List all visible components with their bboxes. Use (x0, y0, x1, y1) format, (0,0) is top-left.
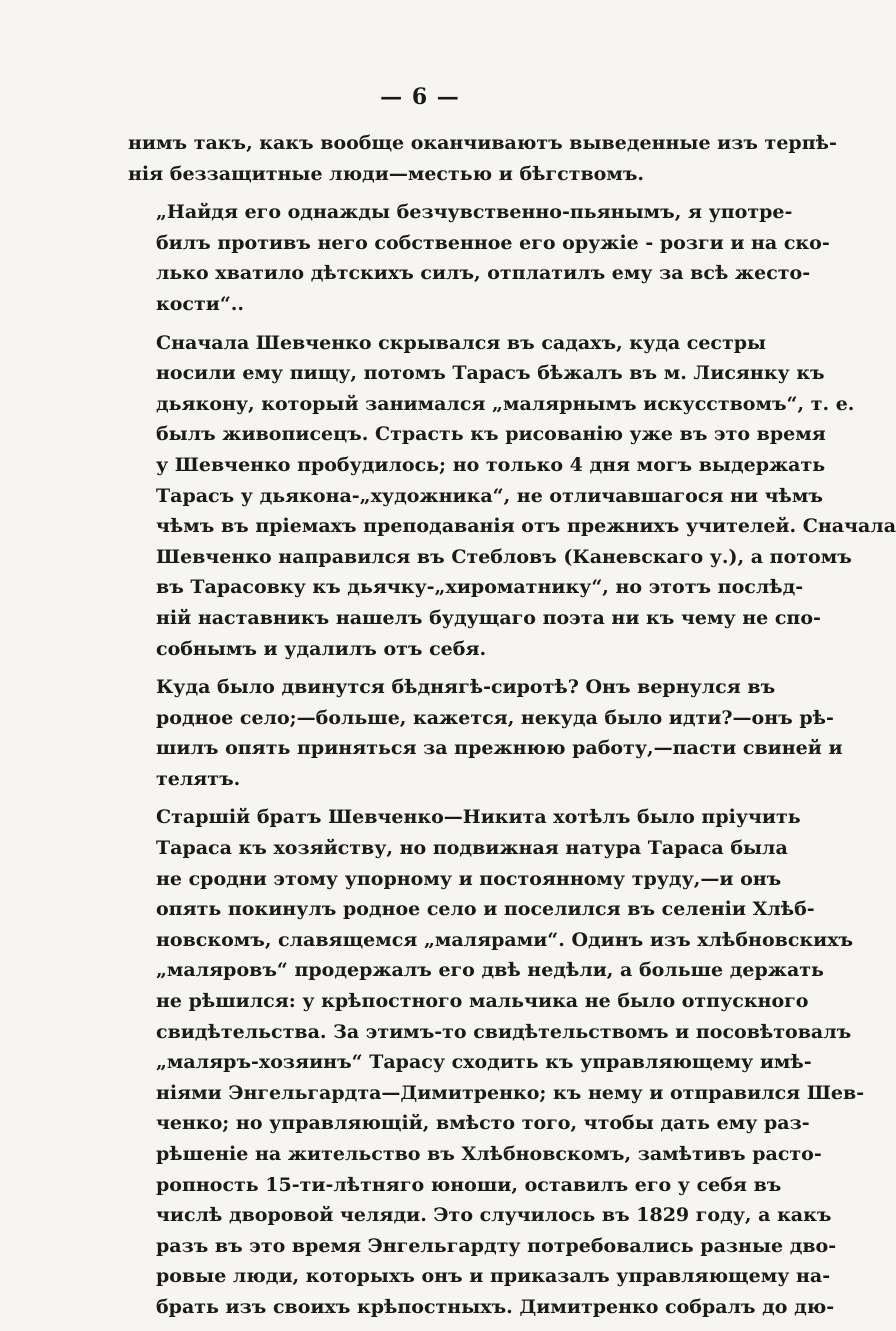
paragraph-1 (128, 128, 837, 189)
text-line: разъ въ это время Энгельгардту потребовались разные дво- (156, 1234, 837, 1257)
text-line: собнымъ и удалилъ отъ себя. (156, 637, 487, 660)
text-line: ній наставникъ нашелъ будущаго поэта ни къ чему не спо- (156, 606, 821, 629)
text-line: не рѣшился: у крѣпостного мальчика не было отпускного (156, 990, 809, 1013)
paragraph-4 (128, 672, 843, 794)
text-line: былъ живописецъ. Страсть къ рисованію уже въ это время (156, 423, 826, 446)
text-line: „Найдя его однажды безчувственно-пьянымъ, я употре- (156, 201, 793, 224)
text-line: новскомъ, славящемся „малярами“. Одинъ изъ хлѣбновскихъ (156, 928, 854, 951)
text-line: кости“.. (156, 292, 244, 315)
text-line: Сначала Шевченко скрывался въ садахъ, куда сестры (156, 331, 767, 354)
body-text (128, 128, 896, 1331)
text-line: Тарасъ у дьякона-„художника“, не отличавшагося ни чѣмъ (156, 484, 823, 507)
text-line: Куда было двинутся бѣднягѣ-сиротѣ? Онъ вернулся въ (156, 676, 776, 699)
text-line: числѣ дворовой челяди. Это случилось въ 1829 году, а какъ (156, 1204, 832, 1227)
paragraph-5 (128, 802, 865, 1322)
text-line: ровые люди, которыхъ онъ и приказалъ управляющему на- (156, 1265, 831, 1288)
text-line: „маляръ-хозяинъ“ Тарасу сходить къ управляющему имѣ- (156, 1051, 812, 1074)
text-line: чѣмъ въ пріемахъ преподаванія отъ прежнихъ учителей. Сначала (156, 515, 896, 538)
text-line: рѣшеніе на жительство въ Хлѣбновскомъ, замѣтивъ расто- (156, 1143, 822, 1165)
text-line: Шевченко направился въ Стебловъ (Каневскаго у.), а потомъ (156, 545, 852, 568)
text-line: „маляровъ“ продержалъ его двѣ недѣли, а больше держать (156, 959, 824, 982)
text-line: въ Тарасовку къ дьячку-„хироматнику“, но этотъ послѣд- (156, 576, 804, 599)
text-line: носили ему пищу, потомъ Тарасъ бѣжалъ въ м. Лисянку къ (156, 362, 825, 385)
text-line: брать изъ своихъ крѣпостныхъ. Димитренко собралъ до дю- (156, 1295, 835, 1318)
page-number: — 6 — (380, 84, 460, 110)
text-line: не сродни этому упорному и постоянному труду,—и онъ (156, 867, 782, 890)
text-line: ропность 15-ти-лѣтняго юноши, оставилъ его у себя въ (156, 1173, 782, 1196)
text-line: родное село;—больше, кажется, некуда было идти?—онъ рѣ- (156, 706, 834, 729)
text-line: нія беззащитные люди—местью и бѣгствомъ. (128, 162, 645, 185)
paragraph-3 (128, 328, 896, 665)
text-line: ченко; но управляющій, вмѣсто того, чтобы дать ему раз- (156, 1112, 810, 1135)
text-line: дьякону, который занимался „малярнымъ искусствомъ“, т. е. (156, 392, 855, 415)
text-line: опять покинулъ родное село и поселился въ селеніи Хлѣб- (156, 898, 815, 921)
text-line: ніями Энгельгардта—Димитренко; къ нему и отправился Шев- (156, 1081, 865, 1104)
text-line: шилъ опять приняться за прежнюю работу,—пасти свиней и (156, 737, 843, 760)
paragraph-2 (128, 197, 830, 319)
text-line: Старшій братъ Шевченко—Никита хотѣлъ было пріучить (156, 806, 801, 829)
text-line: лько хватило дѣтскихъ силъ, отплатилъ ему за всѣ жесто- (156, 262, 811, 285)
text-line: нимъ такъ, какъ вообще оканчиваютъ выведенные изъ терпѣ- (128, 132, 837, 154)
text-line: свидѣтельства. За этимъ-то свидѣтельствомъ и посовѣтовалъ (156, 1020, 852, 1043)
text-line: билъ противъ него собственное его оружіе - розги и на ско- (156, 231, 830, 254)
text-line: Тараса къ хозяйству, но подвижная натура Тараса была (156, 837, 788, 860)
text-line: у Шевченко пробудилось; но только 4 дня могъ выдержать (156, 453, 826, 476)
text-line: телятъ. (156, 767, 241, 790)
